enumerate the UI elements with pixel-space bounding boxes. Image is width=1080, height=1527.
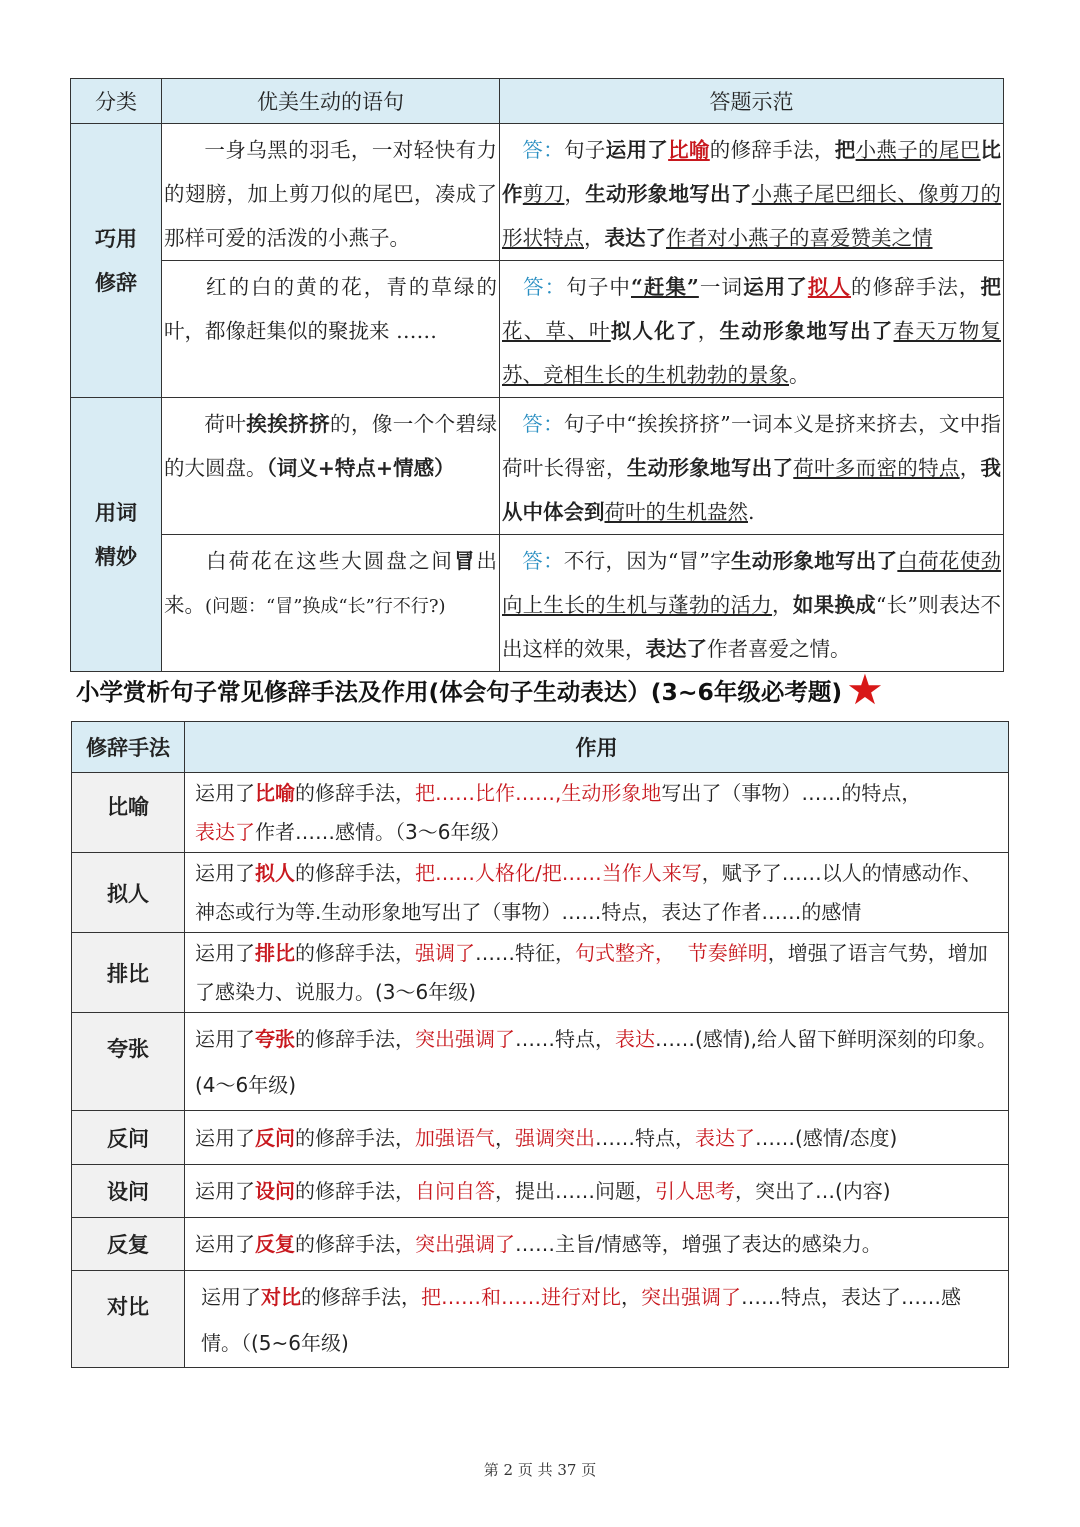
desc-fragment: 的修辞手法，	[295, 781, 415, 805]
rhetoric-term: 比喻	[668, 138, 710, 162]
desc-fragment: 运用了	[201, 1285, 261, 1309]
answer-cell	[500, 535, 1004, 672]
desc-fragment: 运用了	[195, 1179, 255, 1203]
answer-underline: 荷叶多而密的特点	[793, 456, 960, 480]
sentence-cell	[162, 261, 500, 398]
rhetoric-name: 反问	[72, 1111, 185, 1165]
rhetoric-desc	[185, 1218, 1009, 1271]
answer-underline: 春天万物复苏、竞相生长的生机勃勃的景象	[502, 319, 1001, 387]
desc-fragment: ……特点，表达了……感情。（(5~6年级)	[201, 1285, 961, 1355]
answer-mark: 答：	[522, 275, 567, 299]
rhetoric-term: 拟人	[807, 275, 852, 299]
answer-underline: 剪刀	[522, 182, 565, 206]
desc-fragment: 运用了	[195, 861, 255, 885]
desc-fragment: ……(感情),给人留下鲜明深刻的印象。(4～6年级)	[195, 1027, 997, 1097]
header-answer: 答题示范	[500, 79, 1004, 124]
desc-fragment: ……特点，	[515, 1027, 615, 1051]
answer-text: 。	[789, 363, 810, 387]
answer-mark: 答：	[522, 549, 564, 573]
desc-fragment: 运用了	[195, 1027, 255, 1051]
sentence-note: (问题：“冒”换成“长”行不行?)	[205, 596, 446, 617]
desc-fragment: ，	[621, 1285, 641, 1309]
answer-cell	[500, 124, 1004, 261]
answer-keyword: 表达了	[604, 226, 666, 250]
desc-fragment: 的修辞手法，	[295, 1027, 415, 1051]
answer-text: 句子中“挨挨挤挤”一词本义是挤来挤去，文中指荷叶长得密，	[502, 412, 1002, 480]
rhetoric-name: 拟人	[72, 853, 185, 933]
desc-fragment: ，赋予了……以人的情感动作、神态或行为等.生动形象地写出了（事物）……特点，表达了作者……的感情	[195, 861, 982, 924]
section-heading	[76, 665, 884, 714]
category-label: 用词	[95, 499, 137, 525]
answer-cell	[500, 398, 1004, 535]
table-row	[71, 261, 1004, 398]
table-row	[71, 124, 1004, 261]
desc-fragment: 把……人格化/把……当作人来写	[415, 861, 702, 885]
table-row	[71, 535, 1004, 672]
answer-underline: 花、草、叶	[502, 319, 611, 343]
desc-fragment: 引人思考	[655, 1179, 735, 1203]
desc-fragment: 夸张	[255, 1027, 295, 1051]
answer-underline: 小燕子的尾巴	[855, 138, 981, 162]
desc-fragment: 突出强调了	[641, 1285, 741, 1309]
rhetoric-table	[71, 721, 1009, 1368]
desc-fragment: 反问	[255, 1125, 295, 1150]
category-cell	[71, 124, 162, 398]
rhetoric-desc	[185, 1271, 1009, 1368]
answer-text: ，	[564, 182, 586, 206]
sentence-keyword: 挨挨挤挤	[246, 412, 331, 436]
table-row	[72, 1271, 1009, 1368]
rhetoric-name: 设问	[72, 1165, 185, 1218]
answer-underline: 白荷花使劲向上生长的生机与蓬勃的活力	[502, 549, 1002, 617]
answer-text: .	[748, 500, 755, 524]
rhetoric-desc	[185, 1013, 1009, 1111]
table-row	[72, 853, 1009, 933]
sentence-text: 白荷花在这些大圆盘之间	[204, 549, 454, 573]
desc-fragment: 表达	[615, 1027, 655, 1051]
desc-fragment: 强调了	[415, 941, 475, 965]
answer-text: 句子中	[566, 275, 631, 299]
header-rhetoric: 修辞手法	[72, 722, 185, 773]
sentence-text: 红的白的黄的花，青的草绿的叶，都像赶集似的聚拢来 ……	[164, 275, 497, 343]
desc-fragment: 的修辞手法，	[295, 941, 415, 965]
answer-underline: “赶集”	[631, 275, 699, 299]
desc-fragment: 写出了（事物）……的特点，	[661, 781, 922, 805]
desc-fragment: 强调突出	[515, 1125, 595, 1150]
desc-fragment: 排比	[255, 941, 295, 965]
rhetoric-desc	[185, 933, 1009, 1013]
desc-fragment: 加强语气	[415, 1125, 495, 1150]
rhetoric-desc	[185, 1111, 1009, 1165]
rhetoric-name: 比喻	[72, 773, 185, 853]
header-function: 作用	[185, 722, 1009, 773]
star-icon: ★	[846, 665, 884, 714]
answer-text: 不行，因为“冒”字	[563, 549, 731, 573]
answer-text: 一词	[698, 275, 744, 299]
sentence-text: 一身乌黑的羽毛，一对轻快有力的翅膀，加上剪刀似的尾巴，凑成了那样可爱的活泼的小燕子。	[164, 138, 497, 250]
answer-mark: 答：	[522, 412, 564, 436]
desc-fragment: 比喻	[255, 781, 295, 805]
desc-fragment: 拟人	[255, 861, 295, 885]
desc-fragment: ，突出了…(内容)	[735, 1179, 891, 1203]
table-row	[72, 1111, 1009, 1165]
desc-fragment: ……主旨/情感等，增强了表达的感染力。	[515, 1232, 882, 1256]
rhetoric-desc	[185, 853, 1009, 933]
answer-keyword: 我从中体会到	[502, 456, 1002, 524]
rhetoric-name: 对比	[72, 1271, 185, 1368]
sentence-text: 出来。	[164, 549, 498, 617]
page-number: 第 2 页 共 37 页	[483, 1461, 597, 1479]
answer-keyword: 生动形象地写出了	[626, 456, 794, 480]
table-row	[72, 1013, 1009, 1111]
header-category: 分类	[71, 79, 162, 124]
rhetoric-name: 夸张	[72, 1013, 185, 1111]
answer-text: 句子	[563, 138, 606, 162]
answer-text: ，	[584, 226, 605, 250]
desc-fragment: ，提出……问题，	[495, 1179, 655, 1203]
table-row	[72, 1218, 1009, 1271]
answer-keyword: 拟人化了	[610, 319, 698, 343]
sentence-cell	[162, 124, 500, 261]
sentence-text: 的，像一个个碧绿的大圆盘。	[164, 412, 498, 480]
desc-fragment: 的修辞手法，	[295, 1232, 415, 1256]
answer-keyword: 生动形象地写出了	[719, 319, 894, 343]
desc-fragment: 运用了	[195, 1125, 255, 1150]
answer-keyword: 把	[980, 275, 1002, 299]
desc-fragment: 运用了	[195, 781, 255, 805]
desc-fragment: 把……和……进行对比	[421, 1285, 621, 1309]
desc-fragment: 节奏鲜明	[687, 941, 768, 965]
desc-fragment: 突出强调了	[415, 1027, 515, 1051]
answer-keyword: 生动形象地写出了	[585, 182, 752, 206]
desc-fragment: 的修辞手法，	[295, 1125, 415, 1150]
desc-fragment: 表达了	[695, 1125, 755, 1150]
answer-underline: 小燕子尾巴细长、像剪刀的形状特点	[502, 182, 1002, 250]
answer-text: 作者喜爱之情。	[707, 637, 851, 661]
desc-fragment: ……特点，	[595, 1125, 695, 1150]
sentence-cell	[162, 535, 500, 672]
answer-text: 的修辞手法，	[851, 275, 981, 299]
answer-text: ，	[772, 593, 793, 617]
table-row	[72, 933, 1009, 1013]
answer-keyword: 如果换成	[792, 593, 876, 617]
section-title: 小学赏析句子常见修辞手法及作用(体会句子生动表达）(3~6年级必考题)	[76, 678, 843, 706]
answer-mark: 答：	[522, 138, 564, 162]
desc-fragment: 设问	[255, 1179, 295, 1203]
answer-underline: 作者对小燕子的喜爱赞美之情	[666, 226, 933, 250]
desc-fragment: 句式整齐，	[575, 941, 675, 965]
sentence-note: （词义+特点+情感）	[266, 456, 455, 480]
desc-fragment: ……特征，	[475, 941, 575, 965]
desc-fragment: 把……比作……,生动形象地	[415, 781, 662, 805]
answer-text: “长”则表达不出这样的效果，	[502, 593, 1002, 661]
desc-fragment: 运用了	[195, 941, 255, 965]
rhetoric-desc	[185, 773, 1009, 853]
desc-fragment: 对比	[261, 1285, 301, 1309]
category-label: 修辞	[95, 269, 137, 295]
answer-keyword: 把	[834, 138, 856, 162]
desc-fragment: 的修辞手法，	[295, 1179, 415, 1203]
rhetoric-desc	[185, 1165, 1009, 1218]
example-table	[70, 78, 1004, 672]
answer-keyword: 运用了	[605, 138, 669, 162]
sentence-keyword: 冒	[453, 549, 477, 573]
answer-keyword: 比作	[502, 138, 1002, 206]
sentence-cell	[162, 398, 500, 535]
category-label: 巧用	[95, 225, 137, 251]
desc-fragment: 运用了	[195, 1232, 255, 1256]
desc-fragment: 的修辞手法，	[301, 1285, 421, 1309]
answer-keyword: 生动形象地写出了	[731, 549, 898, 573]
category-label: 精妙	[95, 543, 137, 569]
desc-fragment: 的修辞手法，	[295, 861, 415, 885]
answer-keyword: 表达了	[645, 637, 707, 661]
rhetoric-table-header	[72, 722, 1009, 773]
desc-fragment: ……(感情/态度)	[755, 1125, 898, 1150]
desc-fragment: ，增强了语言气势，增加了感染力、说服力。(3～6年级)	[195, 941, 988, 1004]
example-table-header	[71, 79, 1004, 124]
rhetoric-name: 反复	[72, 1218, 185, 1271]
answer-text: ，	[959, 456, 981, 480]
rhetoric-name: 排比	[72, 933, 185, 1013]
table-row	[72, 773, 1009, 853]
desc-fragment: 作者……感情。（3～6年级）	[255, 820, 511, 844]
desc-fragment: 自问自答	[415, 1179, 495, 1203]
answer-cell	[500, 261, 1004, 398]
desc-fragment: 突出强调了	[415, 1232, 515, 1256]
header-sentence: 优美生动的语句	[162, 79, 500, 124]
desc-fragment: 表达了	[195, 820, 255, 844]
desc-fragment: 反复	[255, 1232, 295, 1256]
desc-fragment: ，	[495, 1125, 515, 1150]
table-row	[71, 398, 1004, 535]
answer-text: ，	[697, 319, 720, 343]
category-cell	[71, 398, 162, 672]
answer-text: 的修辞手法，	[709, 138, 835, 162]
answer-underline: 荷叶的生机盎然	[604, 500, 748, 524]
sentence-text: 荷叶	[204, 412, 247, 436]
answer-keyword: 运用了	[743, 275, 808, 299]
table-row	[72, 1165, 1009, 1218]
